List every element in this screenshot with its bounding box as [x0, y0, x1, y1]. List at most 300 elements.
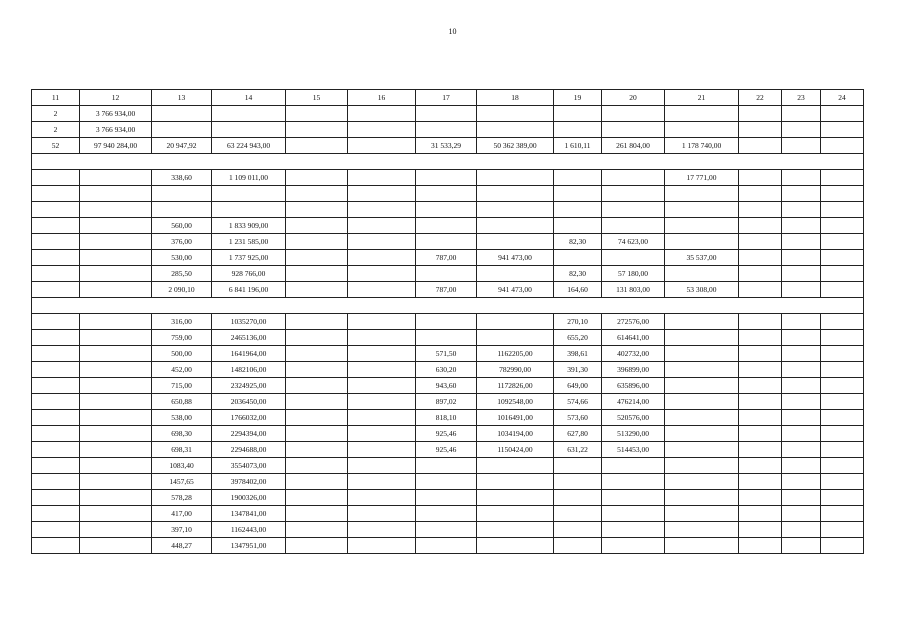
table-cell: [554, 458, 602, 474]
table-cell: 2324925,00: [212, 378, 286, 394]
column-header: 18: [477, 90, 554, 106]
table-cell: [739, 138, 782, 154]
table-cell: [665, 314, 739, 330]
table-cell: 53 308,00: [665, 282, 739, 298]
table-cell: [348, 314, 416, 330]
table-cell: [602, 522, 665, 538]
table-cell: [416, 474, 477, 490]
table-cell: [782, 378, 821, 394]
table-cell: [80, 458, 152, 474]
table-cell: 573,60: [554, 410, 602, 426]
table-cell: [416, 522, 477, 538]
table-cell: [477, 314, 554, 330]
table-cell: [32, 170, 80, 186]
table-cell: [665, 490, 739, 506]
table-cell: [477, 458, 554, 474]
table-cell: 1083,40: [152, 458, 212, 474]
table-cell: [821, 218, 864, 234]
table-cell: [554, 122, 602, 138]
column-header: 17: [416, 90, 477, 106]
table-cell: [80, 426, 152, 442]
table-cell: 52: [32, 138, 80, 154]
table-cell: [665, 522, 739, 538]
table-cell: [665, 538, 739, 554]
table-cell: [554, 538, 602, 554]
table-cell: [80, 250, 152, 266]
table-cell: 1347951,00: [212, 538, 286, 554]
table-cell: [80, 442, 152, 458]
table-cell: [782, 314, 821, 330]
table-cell: [665, 458, 739, 474]
table-cell: 398,61: [554, 346, 602, 362]
table-cell: 164,60: [554, 282, 602, 298]
table-row: [32, 122, 864, 138]
table-cell: [416, 490, 477, 506]
table-cell: 941 473,00: [477, 250, 554, 266]
table-cell: [477, 218, 554, 234]
table-cell: [348, 522, 416, 538]
table-cell: [212, 186, 286, 202]
table-cell: [348, 346, 416, 362]
table-body: [32, 90, 864, 554]
table-row: [32, 362, 864, 378]
table-cell: 3554073,00: [212, 458, 286, 474]
table-cell: 476214,00: [602, 394, 665, 410]
table-cell: [80, 490, 152, 506]
table-cell: [32, 394, 80, 410]
table-cell: [665, 474, 739, 490]
table-cell: [286, 538, 348, 554]
section-divider-cell: [32, 298, 864, 314]
table-cell: [32, 218, 80, 234]
table-cell: [477, 122, 554, 138]
table-cell: 452,00: [152, 362, 212, 378]
table-cell: [286, 410, 348, 426]
table-cell: [602, 218, 665, 234]
table-cell: 538,00: [152, 410, 212, 426]
table-cell: [416, 506, 477, 522]
table-cell: [286, 282, 348, 298]
table-cell: [821, 138, 864, 154]
table-cell: 3 766 934,00: [80, 122, 152, 138]
table-cell: [80, 170, 152, 186]
table-cell: 261 804,00: [602, 138, 665, 154]
table-cell: [665, 202, 739, 218]
table-cell: [821, 186, 864, 202]
table-cell: [821, 394, 864, 410]
table-cell: [348, 250, 416, 266]
table-row: [32, 378, 864, 394]
table-cell: [602, 538, 665, 554]
table-cell: 2: [32, 106, 80, 122]
table-cell: [416, 458, 477, 474]
table-cell: [416, 202, 477, 218]
table-cell: [739, 266, 782, 282]
table-cell: [602, 458, 665, 474]
table-cell: [32, 378, 80, 394]
table-cell: [782, 538, 821, 554]
table-row: [32, 458, 864, 474]
table-cell: 715,00: [152, 378, 212, 394]
table-cell: [782, 122, 821, 138]
table-cell: 1347841,00: [212, 506, 286, 522]
table-cell: [416, 314, 477, 330]
table-cell: 897,02: [416, 394, 477, 410]
table-cell: 925,46: [416, 442, 477, 458]
table-cell: [665, 122, 739, 138]
table-cell: 391,30: [554, 362, 602, 378]
table-cell: 285,50: [152, 266, 212, 282]
table-cell: [80, 506, 152, 522]
table-cell: [782, 330, 821, 346]
table-cell: [821, 538, 864, 554]
table-cell: [32, 490, 80, 506]
table-cell: 787,00: [416, 250, 477, 266]
table-cell: [477, 106, 554, 122]
table-cell: [32, 442, 80, 458]
table-cell: 417,00: [152, 506, 212, 522]
table-cell: [782, 138, 821, 154]
table-cell: 1016491,00: [477, 410, 554, 426]
table-cell: 1035270,00: [212, 314, 286, 330]
table-cell: [416, 538, 477, 554]
table-cell: [80, 282, 152, 298]
table-cell: [477, 202, 554, 218]
table-cell: [782, 250, 821, 266]
column-header: 20: [602, 90, 665, 106]
table-cell: [821, 410, 864, 426]
table-cell: 928 766,00: [212, 266, 286, 282]
table-cell: [416, 330, 477, 346]
table-row: [32, 170, 864, 186]
table-cell: [286, 522, 348, 538]
table-cell: [348, 378, 416, 394]
table-row: [32, 138, 864, 154]
table-cell: [782, 474, 821, 490]
table-cell: 74 623,00: [602, 234, 665, 250]
table-cell: [348, 538, 416, 554]
table-cell: [739, 330, 782, 346]
table-cell: 31 533,29: [416, 138, 477, 154]
table-cell: [782, 442, 821, 458]
table-row: [32, 490, 864, 506]
table-cell: 6 841 196,00: [212, 282, 286, 298]
table-cell: [286, 394, 348, 410]
table-cell: [80, 346, 152, 362]
table-row: [32, 234, 864, 250]
table-cell: [782, 234, 821, 250]
table-cell: [80, 218, 152, 234]
table-cell: [152, 202, 212, 218]
table-cell: [348, 410, 416, 426]
table-cell: 3978402,00: [212, 474, 286, 490]
table-cell: [416, 186, 477, 202]
table-cell: [32, 314, 80, 330]
table-cell: [782, 266, 821, 282]
table-cell: [821, 250, 864, 266]
table-cell: 759,00: [152, 330, 212, 346]
table-cell: [739, 410, 782, 426]
table-cell: [821, 170, 864, 186]
table-cell: 338,60: [152, 170, 212, 186]
table-cell: 57 180,00: [602, 266, 665, 282]
table-cell: [348, 282, 416, 298]
table-cell: [286, 170, 348, 186]
table-cell: 635896,00: [602, 378, 665, 394]
column-header: 15: [286, 90, 348, 106]
table-cell: [739, 122, 782, 138]
table-cell: [286, 266, 348, 282]
table-cell: [739, 282, 782, 298]
table-cell: [782, 186, 821, 202]
header-row: [32, 90, 864, 106]
table-cell: [32, 250, 80, 266]
table-cell: [821, 106, 864, 122]
table-cell: 925,46: [416, 426, 477, 442]
column-header: 19: [554, 90, 602, 106]
table-cell: 63 224 943,00: [212, 138, 286, 154]
table-cell: [348, 266, 416, 282]
table-cell: 520576,00: [602, 410, 665, 426]
table-cell: [286, 186, 348, 202]
table-cell: [477, 170, 554, 186]
table-cell: [286, 490, 348, 506]
table-cell: 2294394,00: [212, 426, 286, 442]
table-row: [32, 314, 864, 330]
table-cell: [286, 458, 348, 474]
table-cell: [80, 538, 152, 554]
table-cell: 50 362 389,00: [477, 138, 554, 154]
table-cell: [602, 250, 665, 266]
column-header: 11: [32, 90, 80, 106]
table-cell: [80, 202, 152, 218]
table-cell: [80, 362, 152, 378]
table-cell: [739, 378, 782, 394]
table-cell: [286, 122, 348, 138]
table-cell: [348, 506, 416, 522]
table-cell: 1162443,00: [212, 522, 286, 538]
table-row: [32, 250, 864, 266]
section-divider-row: [32, 298, 864, 314]
table-cell: 1457,65: [152, 474, 212, 490]
column-header: 16: [348, 90, 416, 106]
table-cell: [32, 282, 80, 298]
table-cell: 698,31: [152, 442, 212, 458]
table-cell: 1482106,00: [212, 362, 286, 378]
table-cell: [32, 234, 80, 250]
table-cell: [821, 442, 864, 458]
table-cell: [821, 266, 864, 282]
table-cell: [739, 234, 782, 250]
table-cell: [554, 250, 602, 266]
table-cell: 655,20: [554, 330, 602, 346]
table-cell: [477, 506, 554, 522]
table-cell: [739, 250, 782, 266]
table-cell: 649,00: [554, 378, 602, 394]
table-cell: [212, 106, 286, 122]
table-cell: [665, 442, 739, 458]
table-cell: [348, 442, 416, 458]
table-cell: [602, 170, 665, 186]
table-cell: [286, 378, 348, 394]
table-cell: [739, 538, 782, 554]
table-cell: [782, 218, 821, 234]
table-cell: 3 766 934,00: [80, 106, 152, 122]
table-cell: 131 803,00: [602, 282, 665, 298]
table-cell: 1 178 740,00: [665, 138, 739, 154]
table-cell: 571,50: [416, 346, 477, 362]
table-cell: [739, 474, 782, 490]
table-cell: [348, 234, 416, 250]
table-cell: [821, 490, 864, 506]
table-cell: [32, 330, 80, 346]
table-cell: 1092548,00: [477, 394, 554, 410]
table-cell: 1 610,11: [554, 138, 602, 154]
table-cell: 514453,00: [602, 442, 665, 458]
table-cell: [739, 442, 782, 458]
column-header: 22: [739, 90, 782, 106]
table-cell: 574,66: [554, 394, 602, 410]
table-cell: 513290,00: [602, 426, 665, 442]
table-cell: [152, 106, 212, 122]
table-row: [32, 106, 864, 122]
table-cell: [821, 346, 864, 362]
table-row: [32, 522, 864, 538]
table-cell: [665, 346, 739, 362]
table-cell: [739, 346, 782, 362]
table-cell: [32, 266, 80, 282]
table-cell: [348, 202, 416, 218]
table-row: [32, 202, 864, 218]
table-cell: 270,10: [554, 314, 602, 330]
table-row: [32, 442, 864, 458]
table-cell: [554, 186, 602, 202]
column-header: 24: [821, 90, 864, 106]
table-cell: 2036450,00: [212, 394, 286, 410]
table-cell: [348, 490, 416, 506]
table-cell: [477, 522, 554, 538]
table-cell: [821, 282, 864, 298]
table-cell: [32, 522, 80, 538]
table-cell: [80, 266, 152, 282]
table-cell: [554, 170, 602, 186]
table-cell: [739, 186, 782, 202]
table-cell: 500,00: [152, 346, 212, 362]
table-cell: [782, 202, 821, 218]
table-cell: 1172826,00: [477, 378, 554, 394]
table-cell: [416, 170, 477, 186]
table-cell: [32, 458, 80, 474]
table-cell: 402732,00: [602, 346, 665, 362]
table-row: [32, 346, 864, 362]
table-cell: [348, 362, 416, 378]
table-cell: [821, 522, 864, 538]
table-cell: [602, 106, 665, 122]
table-cell: [80, 186, 152, 202]
table-cell: [286, 218, 348, 234]
table-cell: [739, 362, 782, 378]
table-cell: [665, 106, 739, 122]
table-cell: 614641,00: [602, 330, 665, 346]
table-cell: [348, 170, 416, 186]
table-cell: 1034194,00: [477, 426, 554, 442]
table-cell: [32, 506, 80, 522]
table-cell: [554, 522, 602, 538]
table-cell: [665, 410, 739, 426]
table-cell: 2294688,00: [212, 442, 286, 458]
column-header: 13: [152, 90, 212, 106]
table-cell: [602, 122, 665, 138]
table-cell: [286, 426, 348, 442]
table-cell: [348, 122, 416, 138]
data-table: [31, 89, 864, 554]
table-cell: 943,60: [416, 378, 477, 394]
table-cell: 650,88: [152, 394, 212, 410]
table-cell: [416, 106, 477, 122]
table-cell: [739, 426, 782, 442]
table-cell: [821, 314, 864, 330]
table-cell: [739, 394, 782, 410]
table-cell: [477, 474, 554, 490]
table-row: [32, 218, 864, 234]
table-row: [32, 426, 864, 442]
table-cell: 35 537,00: [665, 250, 739, 266]
table-cell: [602, 202, 665, 218]
table-cell: [212, 202, 286, 218]
table-cell: [152, 186, 212, 202]
table-cell: 627,80: [554, 426, 602, 442]
table-cell: [286, 474, 348, 490]
column-header: 23: [782, 90, 821, 106]
table-row: [32, 506, 864, 522]
table-cell: [80, 410, 152, 426]
table-cell: 272576,00: [602, 314, 665, 330]
table-cell: [602, 474, 665, 490]
table-cell: 448,27: [152, 538, 212, 554]
table-cell: [477, 186, 554, 202]
table-cell: [32, 426, 80, 442]
table-cell: [821, 122, 864, 138]
table-cell: [554, 218, 602, 234]
table-cell: 530,00: [152, 250, 212, 266]
table-cell: [782, 458, 821, 474]
table-cell: [821, 426, 864, 442]
table-cell: [782, 170, 821, 186]
section-divider-row: [32, 154, 864, 170]
table-cell: 2465136,00: [212, 330, 286, 346]
table-cell: [286, 106, 348, 122]
table-cell: 560,00: [152, 218, 212, 234]
table-cell: [348, 426, 416, 442]
table-cell: 1 737 925,00: [212, 250, 286, 266]
table-cell: [665, 378, 739, 394]
table-cell: [348, 474, 416, 490]
table-cell: [602, 506, 665, 522]
table-cell: [739, 522, 782, 538]
table-cell: [739, 218, 782, 234]
table-row: [32, 474, 864, 490]
table-cell: [554, 474, 602, 490]
table-cell: 782990,00: [477, 362, 554, 378]
table-cell: 630,20: [416, 362, 477, 378]
table-cell: [286, 330, 348, 346]
table-cell: [416, 122, 477, 138]
table-cell: [821, 458, 864, 474]
table-cell: [665, 234, 739, 250]
table-cell: [665, 218, 739, 234]
table-cell: [782, 346, 821, 362]
table-cell: [80, 474, 152, 490]
